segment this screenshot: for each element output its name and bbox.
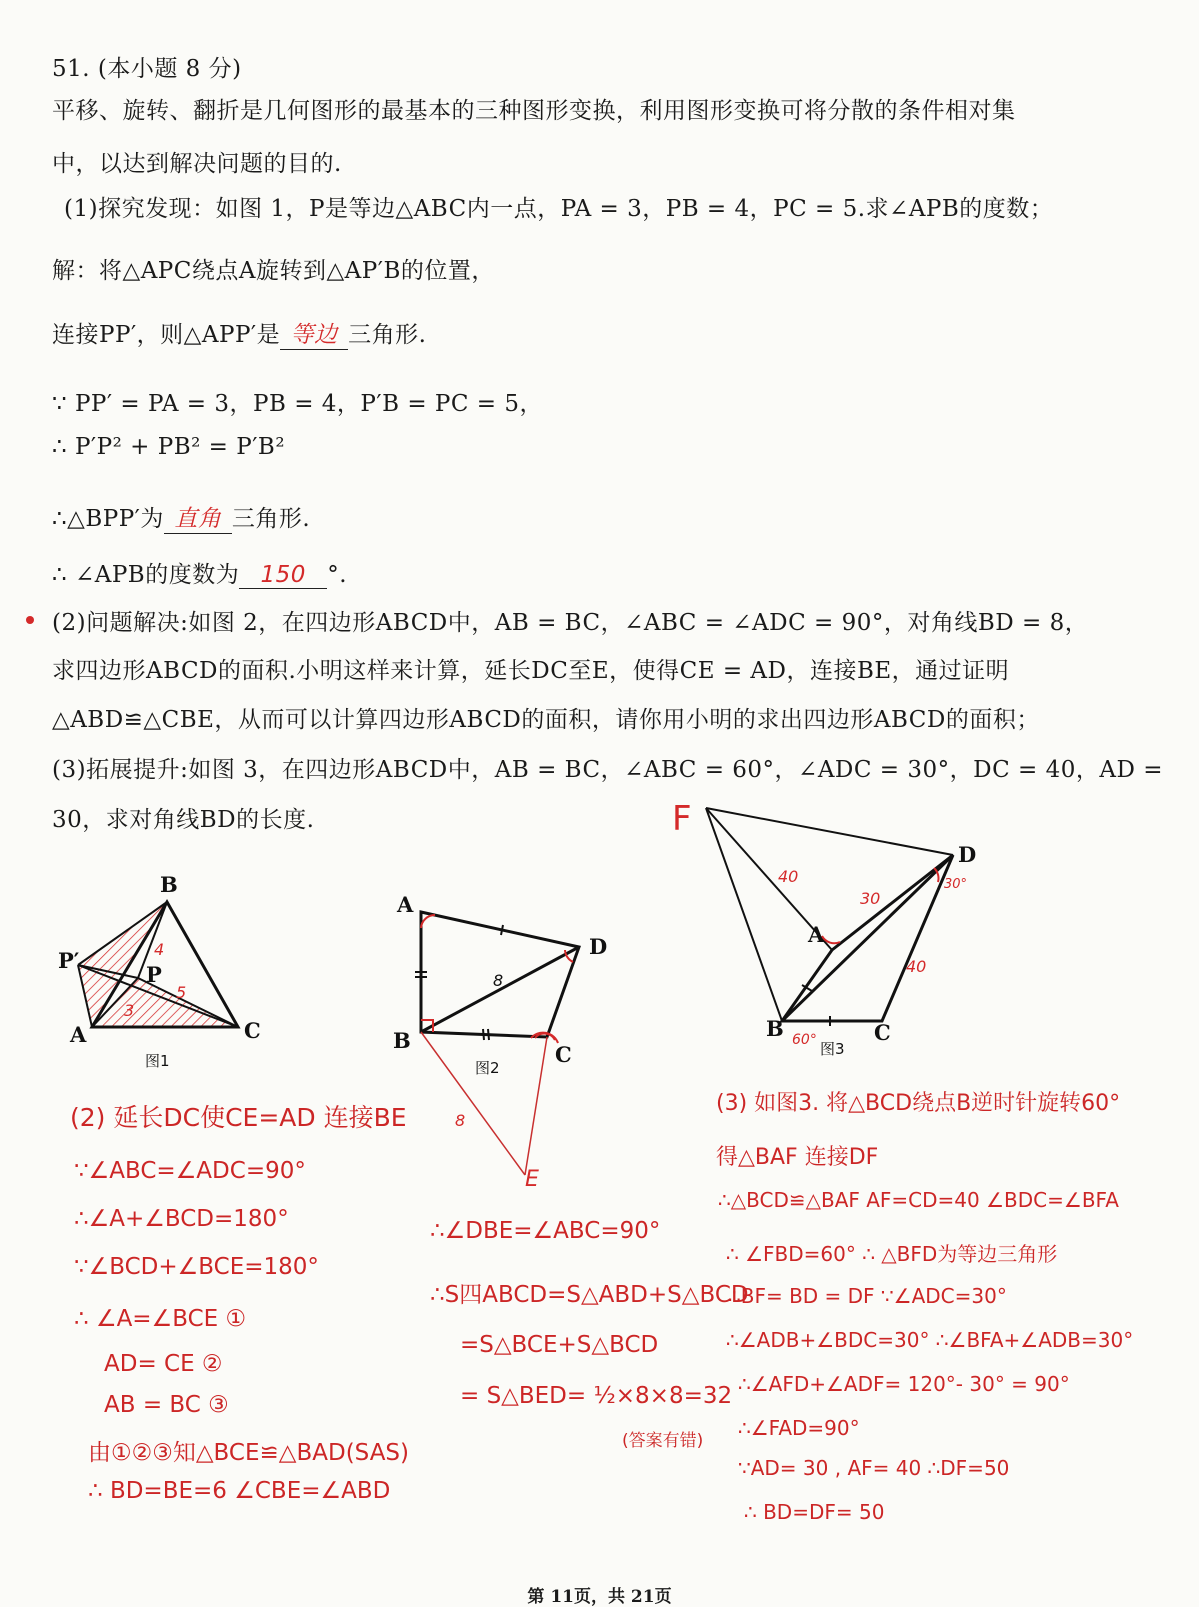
step6-suffix: °. bbox=[327, 562, 348, 588]
tick-bc bbox=[483, 1029, 484, 1040]
step5-suffix: 三角形. bbox=[231, 506, 311, 532]
step6-prefix: ∴ ∠APB的度数为 bbox=[52, 562, 240, 588]
hw-part3-line7: ∴∠AFD+∠ADF= 120°- 30° = 90° bbox=[738, 1372, 1070, 1396]
hw-part2-line6: AD= CE ② bbox=[104, 1351, 223, 1377]
length-fa: 40 bbox=[778, 867, 799, 886]
hw-part3-line10: ∴ BD=DF= 50 bbox=[744, 1500, 885, 1524]
part1-step2 bbox=[52, 316, 426, 350]
label-b: B bbox=[393, 1028, 411, 1053]
hw-part3-line8: ∴∠FAD=90° bbox=[738, 1416, 860, 1440]
part1-step1: 解：将△APC绕点A旋转到△AP′B的位置， bbox=[52, 258, 495, 284]
hw-part2b-line4: = S△BED= ½×8×8=32 bbox=[460, 1383, 733, 1409]
length-be: 8 bbox=[455, 1111, 466, 1130]
tick-bc-2 bbox=[488, 1029, 489, 1040]
part1-step3: ∵ PP′ = PA = 3，PB = 4，P′B = PC = 5， bbox=[52, 391, 544, 417]
hw-part2b-line1: ∴∠DBE=∠ABC=90° bbox=[430, 1218, 661, 1244]
length-bd: 8 bbox=[493, 971, 504, 990]
hw-part2-line2: ∵∠ABC=∠ADC=90° bbox=[74, 1158, 306, 1184]
angle-mark-a bbox=[421, 915, 435, 928]
hw-part2b-line3: =S△BCE+S△BCD bbox=[460, 1332, 659, 1358]
tick-ad bbox=[501, 925, 503, 935]
label-e: E bbox=[525, 1167, 539, 1192]
hw-part2-line3: ∴∠A+∠BCD=180° bbox=[74, 1206, 289, 1232]
angle-adc: 30° bbox=[944, 877, 968, 892]
hw-part3-line4: ∴ ∠FBD=60° ∴ △BFD为等边三角形 bbox=[726, 1242, 1058, 1266]
figure-2-caption: 图2 bbox=[475, 1059, 500, 1077]
part3-question-line2: 30，求对角线BD的长度. bbox=[52, 807, 315, 833]
hw-part3-line2: 得△BAF 连接DF bbox=[716, 1145, 879, 1170]
figure-3-caption: 图3 bbox=[820, 1040, 845, 1058]
label-c: C bbox=[244, 1018, 261, 1043]
hw-part2-line1: (2) 延长DC使CE=AD 连接BE bbox=[70, 1103, 407, 1132]
label-b: B bbox=[160, 872, 178, 897]
part1-question: (1)探究发现：如图 1，P是等边△ABC内一点，PA = 3，PB = 4，PC = 5.求∠APB的度数； bbox=[64, 196, 1054, 222]
hw-part2-line7: AB = BC ③ bbox=[104, 1392, 229, 1418]
hw-part2-line5: ∴ ∠A=∠BCE ① bbox=[74, 1306, 247, 1332]
part1-step5 bbox=[52, 500, 310, 534]
label-c: C bbox=[874, 1020, 891, 1045]
part2-question-line2: 求四边形ABCD的面积.小明这样来计算，延长DC至E，使得CE = AD，连接BE，通过证明 bbox=[52, 658, 1010, 684]
step2-suffix: 三角形. bbox=[348, 322, 427, 348]
hw-part3-line1: (3) 如图3. 将△BCD绕点B逆时针旋转60° bbox=[716, 1091, 1121, 1116]
step5-prefix: ∴△BPP′为 bbox=[52, 506, 164, 532]
figure-1-caption: 图1 bbox=[145, 1052, 170, 1070]
length-pa: 3 bbox=[124, 1001, 135, 1020]
label-p: P bbox=[146, 962, 162, 987]
label-c: C bbox=[555, 1042, 572, 1067]
label-d: D bbox=[958, 842, 977, 867]
segment-fd bbox=[706, 808, 953, 855]
part1-step4: ∴ P′P² + PB² = P′B² bbox=[52, 434, 286, 460]
label-b: B bbox=[766, 1016, 784, 1041]
answer-blank-angle: 150 bbox=[239, 562, 327, 589]
hw-part3-line3: ∴△BCD≌△BAF AF=CD=40 ∠BDC=∠BFA bbox=[718, 1188, 1119, 1212]
hw-part2b-line2: ∴S四ABCD=S△ABD+S△BCD bbox=[430, 1282, 749, 1308]
part2-question-line3: △ABD≌△CBE，从而可以计算四边形ABCD的面积，请你用小明的求出四边形ABCD的面积； bbox=[52, 707, 1040, 733]
hw-part2-line4: ∵∠BCD+∠BCE=180° bbox=[74, 1254, 319, 1280]
label-d: D bbox=[589, 934, 608, 959]
step2-prefix: 连接PP′，则△APP′是 bbox=[52, 322, 281, 348]
problem-intro-line2: 中，以达到解决问题的目的. bbox=[52, 151, 342, 177]
label-p-prime: P′ bbox=[58, 948, 80, 973]
label-a: A bbox=[808, 922, 825, 947]
hw-part3-line6: ∴∠ADB+∠BDC=30° ∴∠BFA+∠ADB=30° bbox=[726, 1328, 1134, 1352]
hw-part3-line5: ∴BF= BD = DF ∵∠ADC=30° bbox=[728, 1284, 1007, 1308]
answer-blank-right: 直角 bbox=[164, 500, 232, 534]
angle-abc: 60° bbox=[792, 1032, 817, 1048]
figure-3 bbox=[670, 790, 990, 1060]
figure-2 bbox=[385, 890, 625, 1200]
hw-part2-line8: 由①②③知△BCE≌△BAD(SAS) bbox=[88, 1440, 410, 1466]
problem-header: 51. (本小题 8 分) bbox=[52, 56, 242, 82]
part3-question-line1: (3)拓展提升:如图 3，在四边形ABCD中，AB = BC，∠ABC = 60°，∠ADC = 30°，DC = 40，AD = bbox=[52, 757, 1163, 783]
length-dc: 40 bbox=[906, 957, 927, 976]
segment-be bbox=[421, 1032, 525, 1175]
label-a: A bbox=[397, 892, 414, 917]
figure-1 bbox=[50, 870, 280, 1080]
page-footer: 第 11页，共 21页 bbox=[527, 1587, 672, 1607]
part2-question-line1: (2)问题解决:如图 2，在四边形ABCD中，AB = BC，∠ABC = ∠ADC = 90°，对角线BD = 8， bbox=[52, 610, 1089, 636]
part1-step6 bbox=[52, 556, 347, 589]
length-ad: 30 bbox=[860, 889, 881, 908]
label-a: A bbox=[70, 1022, 87, 1047]
hw-part2b-note: (答案有错) bbox=[622, 1431, 704, 1451]
hw-part3-line9: ∵AD= 30 , AF= 40 ∴DF=50 bbox=[738, 1456, 1010, 1480]
problem-intro-line1: 平移、旋转、翻折是几何图形的最基本的三种图形变换，利用图形变换可将分散的条件相对集 bbox=[52, 98, 1016, 124]
length-pb: 4 bbox=[154, 940, 165, 959]
red-margin-dot bbox=[26, 616, 34, 624]
segment-ce bbox=[525, 1037, 547, 1175]
answer-blank-equilateral: 等边 bbox=[280, 316, 348, 350]
length-pc: 5 bbox=[176, 983, 187, 1002]
label-f: F bbox=[672, 799, 692, 839]
segment-fb bbox=[706, 808, 782, 1021]
hw-part2-line9: ∴ BD=BE=6 ∠CBE=∠ABD bbox=[88, 1478, 391, 1504]
